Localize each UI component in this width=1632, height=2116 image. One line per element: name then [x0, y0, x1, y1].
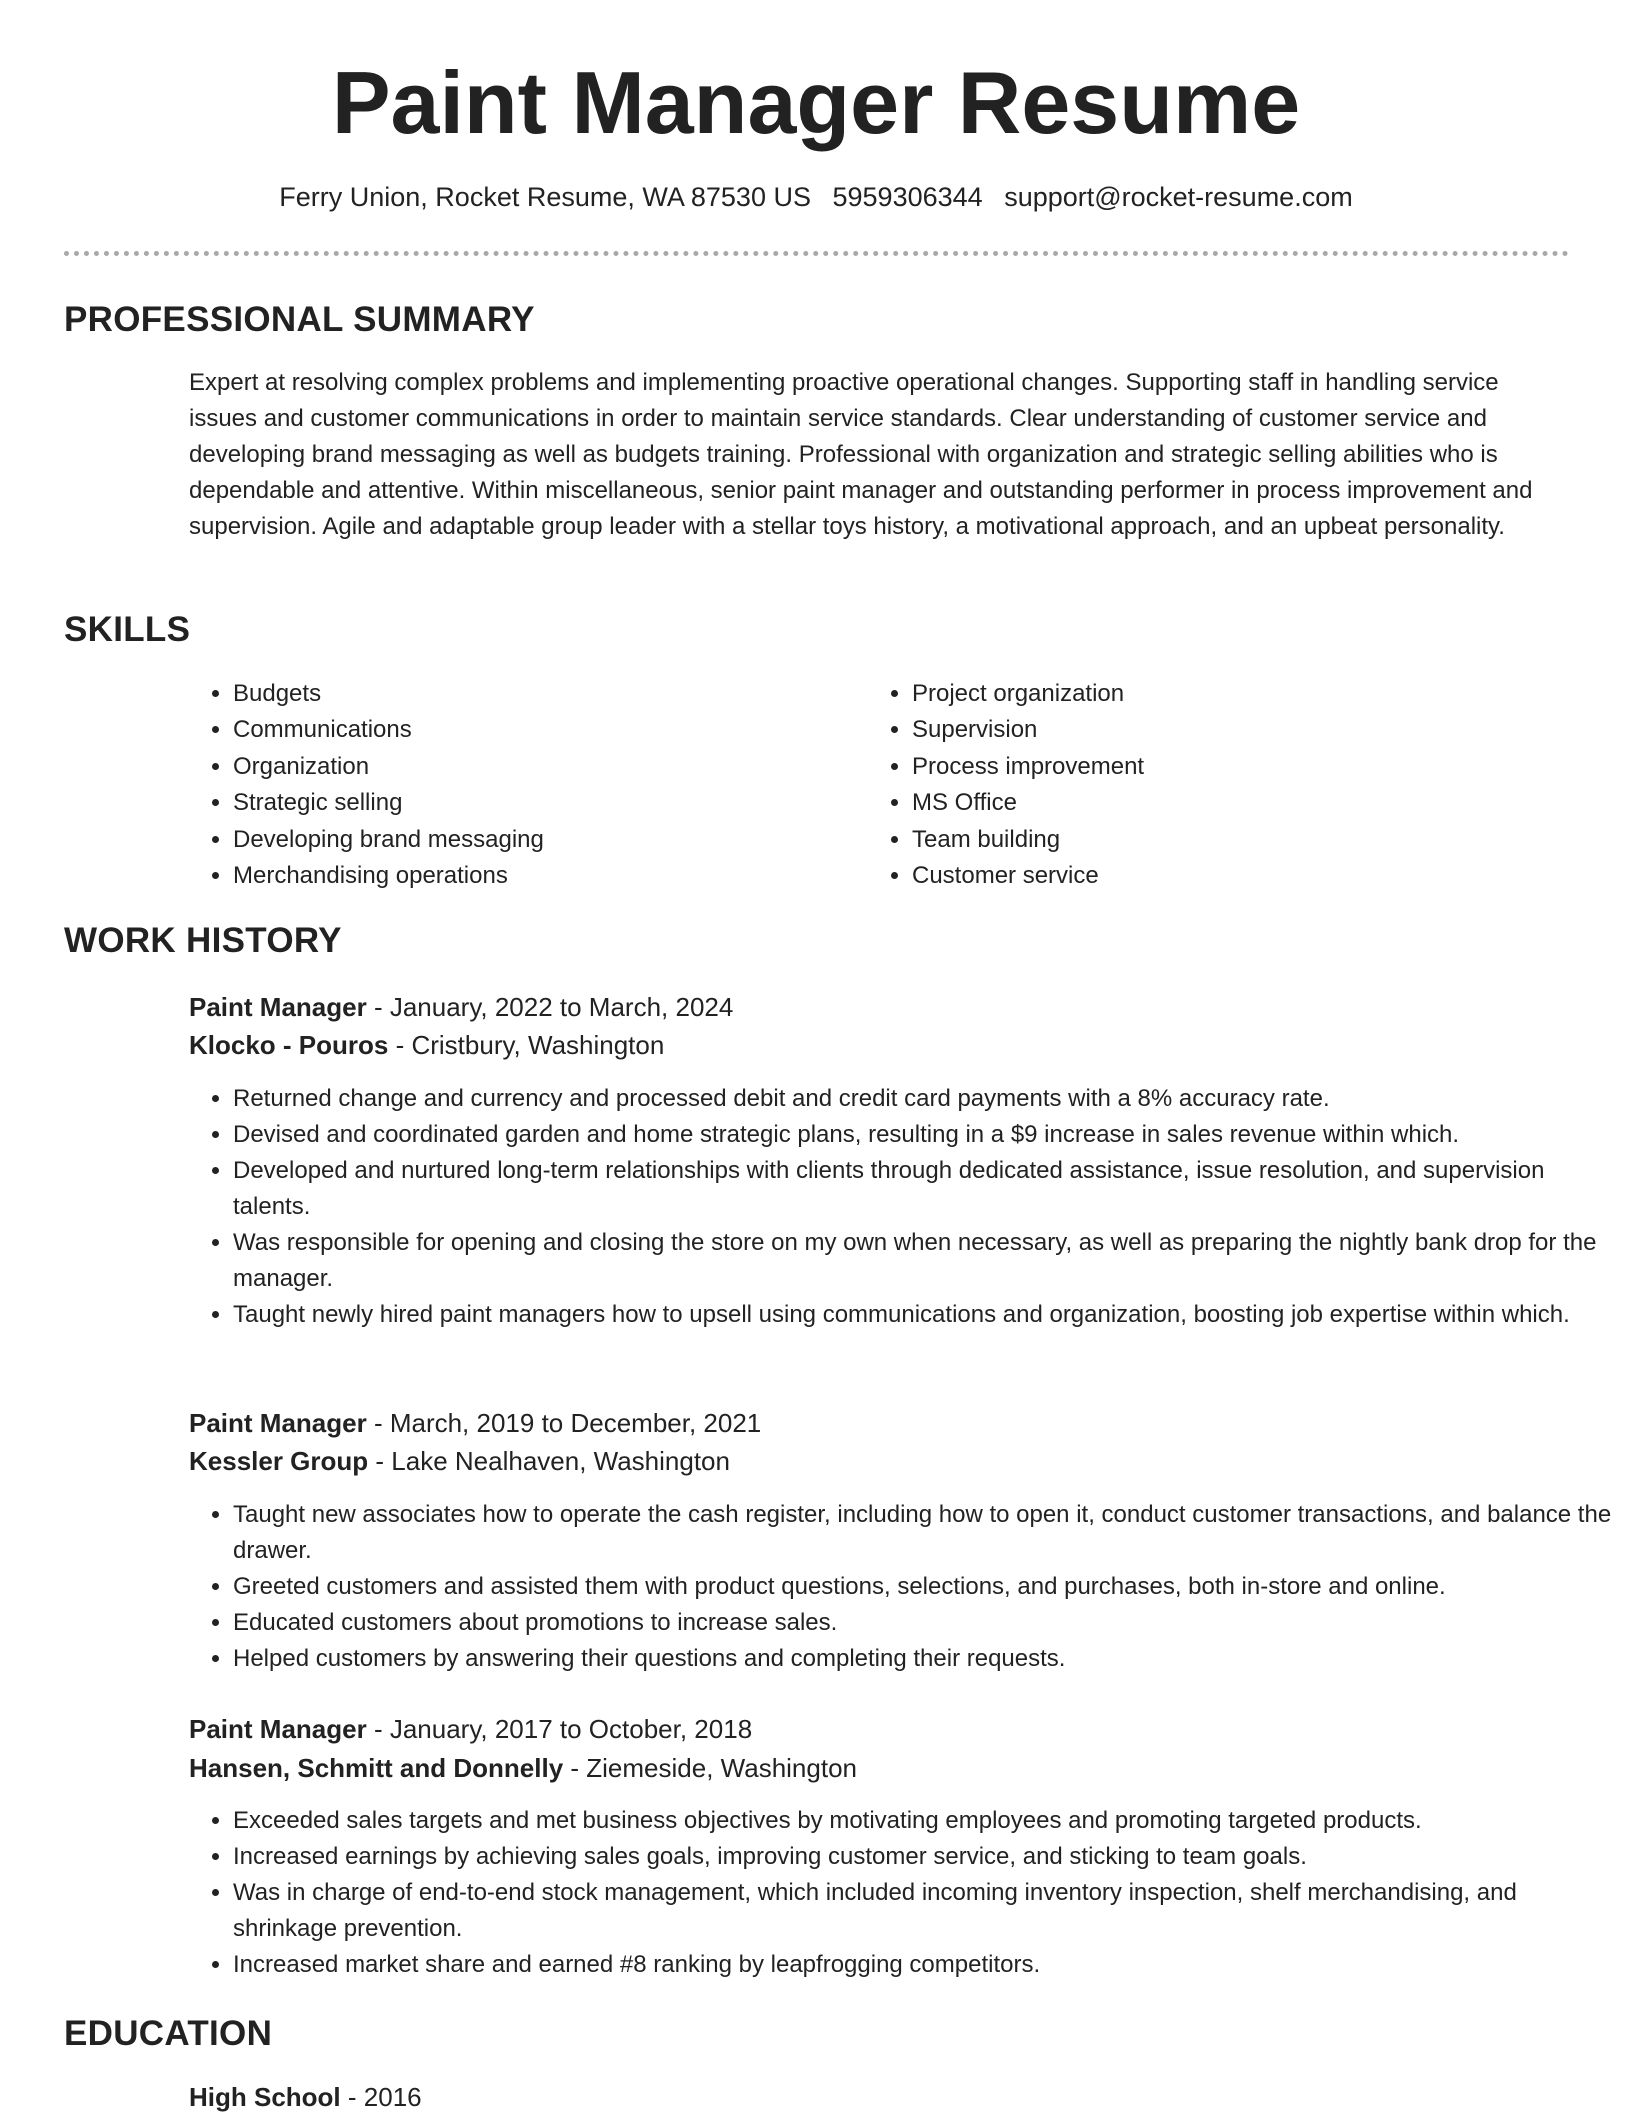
job-bullet: • Devised and coordinated garden and home strategic plans, resulting in a $9 increase in sales revenue within which.	[233, 1117, 1613, 1153]
contact-email: support@rocket-resume.com	[1004, 182, 1353, 212]
resume-title: Paint Manager Resume	[331, 53, 1301, 152]
job-dates: - March, 2019 to December, 2021	[366, 1408, 762, 1438]
job-location: - Ziemeside, Washington	[563, 1753, 857, 1783]
job-bullet: • Returned change and currency and processed debit and credit card payments with a 8% accuracy rate.	[233, 1081, 1613, 1117]
skill-item: • Supervision	[912, 712, 1512, 748]
skills-list-right	[868, 676, 1512, 894]
education-year: - 2016	[340, 2082, 422, 2112]
skill-item: • Team building	[912, 822, 1512, 858]
job-company: Hansen, Schmitt and Donnelly	[189, 1753, 564, 1783]
job-bullet: • Taught new associates how to operate the cash register, including how to open it, conduct customer transactions, and balance the drawer.	[233, 1497, 1613, 1569]
skills-list-left	[189, 676, 833, 894]
job-title: Paint Manager	[189, 1714, 367, 1744]
job-bullet: • Was responsible for opening and closing the store on my own when necessary, as well as preparing the nightly bank drop for the manager.	[233, 1225, 1613, 1297]
job-bullet: • Developed and nurtured long-term relationships with clients through dedicated assistance, issue resolution, and supervision talents.	[233, 1153, 1613, 1225]
job-title-line	[189, 1404, 761, 1442]
skill-item: • Communications	[233, 712, 833, 748]
job-bullets	[189, 1081, 1613, 1333]
skill-item: • Project organization	[912, 676, 1512, 712]
summary-text: Expert at resolving complex problems and implementing proactive operational changes. Supporting staff in handling service issues and customer communications in order to maintain service standards. Clear understanding of customer service and developing brand messaging as well as budgets training. Professional with organization and strategic selling abilities who is dependable and attentive. Within miscellaneous, senior paint manager and outstanding performer in process improvement and supervision. Agile and adaptable group leader with a stellar toys history, a motivational approach, and an upbeat personality.	[189, 369, 1533, 540]
section-heading-education: EDUCATION	[64, 2014, 273, 2053]
education-degree: High School	[189, 2082, 341, 2112]
skill-item: • Process improvement	[912, 749, 1512, 785]
job-dates: - January, 2022 to March, 2024	[366, 992, 734, 1022]
job-title-line	[189, 988, 733, 1026]
job-bullet: • Helped customers by answering their questions and completing their requests.	[233, 1641, 1613, 1677]
skill-item: • Budgets	[233, 676, 833, 712]
education-line	[189, 2078, 422, 2116]
contact-phone: 5959306344	[832, 182, 983, 212]
section-heading-summary: PROFESSIONAL SUMMARY	[64, 300, 535, 339]
job-company-line	[189, 1749, 857, 1787]
job-bullet: • Greeted customers and assisted them with product questions, selections, and purchases, both in-store and online.	[233, 1569, 1613, 1605]
job-location: - Lake Nealhaven, Washington	[368, 1446, 730, 1476]
skill-item: • Strategic selling	[233, 785, 833, 821]
job-bullets	[189, 1497, 1613, 1677]
job-bullet: • Taught newly hired paint managers how to upsell using communications and organization, boosting job expertise within which.	[233, 1297, 1613, 1333]
job-title: Paint Manager	[189, 992, 367, 1022]
job-company-line	[189, 1442, 730, 1480]
skill-item: • Organization	[233, 749, 833, 785]
job-bullet: • Increased earnings by achieving sales goals, improving customer service, and sticking to team goals.	[233, 1839, 1613, 1875]
job-bullet: • Was in charge of end-to-end stock management, which included incoming inventory inspection, shelf merchandising, and shrinkage prevention.	[233, 1875, 1613, 1947]
header-divider	[64, 251, 1569, 256]
job-location: - Cristbury, Washington	[388, 1030, 665, 1060]
job-company: Kessler Group	[189, 1446, 369, 1476]
job-dates: - January, 2017 to October, 2018	[366, 1714, 753, 1744]
job-company-line	[189, 1026, 664, 1064]
skill-item: • Merchandising operations	[233, 858, 833, 894]
job-bullet: • Educated customers about promotions to increase sales.	[233, 1605, 1613, 1641]
skill-item: • MS Office	[912, 785, 1512, 821]
job-bullet: • Exceeded sales targets and met business objectives by motivating employees and promoting targeted products.	[233, 1803, 1613, 1839]
skill-item: • Developing brand messaging	[233, 822, 833, 858]
section-heading-skills: SKILLS	[64, 610, 191, 649]
contact-address: Ferry Union, Rocket Resume, WA 87530 US	[279, 182, 811, 212]
skill-item: • Customer service	[912, 858, 1512, 894]
job-company: Klocko - Pouros	[189, 1030, 389, 1060]
job-bullets	[189, 1803, 1613, 1983]
job-bullet: • Increased market share and earned #8 ranking by leapfrogging competitors.	[233, 1947, 1613, 1983]
job-title: Paint Manager	[189, 1408, 367, 1438]
section-heading-work: WORK HISTORY	[64, 921, 342, 960]
job-title-line	[189, 1710, 752, 1748]
contact-line	[0, 182, 1632, 213]
